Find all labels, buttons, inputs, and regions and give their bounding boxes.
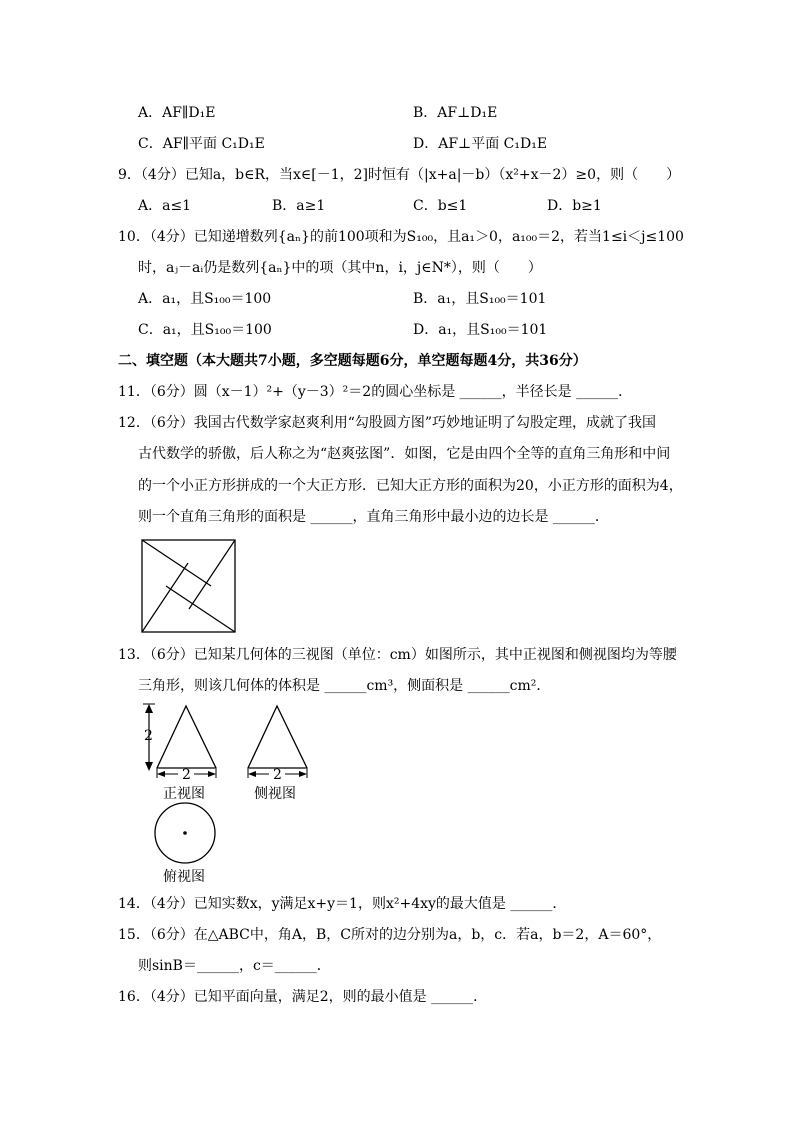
q13-line1: 13．（6分）已知某几何体的三视图（单位：cm）如图所示，其中正视图和侧视图均为等腰 bbox=[118, 647, 677, 663]
q8-option-a: A．AF∥D₁E bbox=[138, 105, 216, 121]
top-view-circle bbox=[153, 802, 217, 864]
q10-option-a: A．a₁，且S₁₀₀＝100 bbox=[138, 291, 272, 307]
q10-option-c: C．a₁，且S₁₀₀＝100 bbox=[138, 322, 272, 338]
front-width-label: 2 bbox=[182, 767, 191, 783]
height-label: 2 bbox=[144, 728, 153, 744]
q12-line4: 则一个直角三角形的面积是 ______，直角三角形中最小边的边长是 ______． bbox=[138, 509, 609, 525]
q12-line2: 古代数学的骄傲，后人称之为“赵爽弦图”．如图，它是由四个全等的直角三角形和中间 bbox=[138, 446, 671, 462]
q10-option-b: B．a₁，且S₁₀₀＝101 bbox=[413, 291, 547, 307]
q12-line1: 12．（6分）我国古代数学家赵爽利用“勾股圆方图”巧妙地证明了勾股定理，成就了我国 bbox=[118, 415, 657, 431]
q15-line2: 则sinB＝______，c＝______． bbox=[138, 958, 331, 974]
section-heading-fill-in: 二、填空题（本大题共7小题，多空题每题6分，单空题每题4分，共36分） bbox=[118, 353, 587, 369]
top-view-caption: 俯视图 bbox=[163, 869, 205, 885]
q10-stem-line1: 10．（4分）已知递增数列{aₙ}的前100项和为S₁₀₀，且a₁＞0，a₁₀₀＝2，若当1≤i＜j≤100 bbox=[118, 229, 684, 245]
q9-option-d: D．b≥1 bbox=[547, 198, 602, 214]
q9-stem: 9．（4分）已知a，b∈R，当x∈[－1，2]时恒有（|x+a|－b）（x²+x－2）≥0，则（ ） bbox=[118, 167, 681, 183]
q16-stem: 16．（4分）已知平面向量，满足2，则的最小值是 ______． bbox=[118, 989, 488, 1005]
q9-option-a: A．a≤1 bbox=[138, 198, 192, 214]
q8-option-c: C．AF∥平面 C₁D₁E bbox=[138, 136, 265, 152]
q13-line2: 三角形，则该几何体的体积是 ______cm³，侧面积是 ______cm²． bbox=[138, 678, 551, 694]
zhao-shuang-diagram bbox=[141, 539, 237, 634]
side-width-label: 2 bbox=[273, 767, 282, 783]
side-view-caption: 侧视图 bbox=[254, 786, 296, 802]
q9-option-b: B．a≥1 bbox=[272, 198, 326, 214]
q10-option-d: D．a₁，且S₁₀₀＝101 bbox=[413, 322, 548, 338]
q8-option-d: D．AF⊥平面 C₁D₁E bbox=[413, 136, 548, 152]
q10-stem-line2: 时，aⱼ－aᵢ仍是数列{aₙ}中的项（其中n，i，j∈N*），则（ ） bbox=[138, 260, 542, 276]
front-view-caption: 正视图 bbox=[163, 786, 205, 802]
q11-stem: 11．（6分）圆（x－1）²+（y－3）²＝2的圆心坐标是 ______，半径长是 ______． bbox=[118, 384, 633, 400]
q15-line1: 15．（6分）在△ABC中，角A，B，C所对的边分别为a，b，c．若a，b＝2，A＝60°， bbox=[118, 927, 662, 943]
q9-option-c: C．b≤1 bbox=[413, 198, 468, 214]
q14-stem: 14．（4分）已知实数x，y满足x+y＝1，则x²+4xy的最大值是 ______． bbox=[118, 896, 567, 912]
three-views-diagram bbox=[135, 700, 315, 780]
q8-option-b: B．AF⊥D₁E bbox=[413, 105, 498, 121]
q12-line3: 的一个小正方形拼成的一个大正方形．已知大正方形的面积为20，小正方形的面积为4， bbox=[138, 478, 683, 494]
